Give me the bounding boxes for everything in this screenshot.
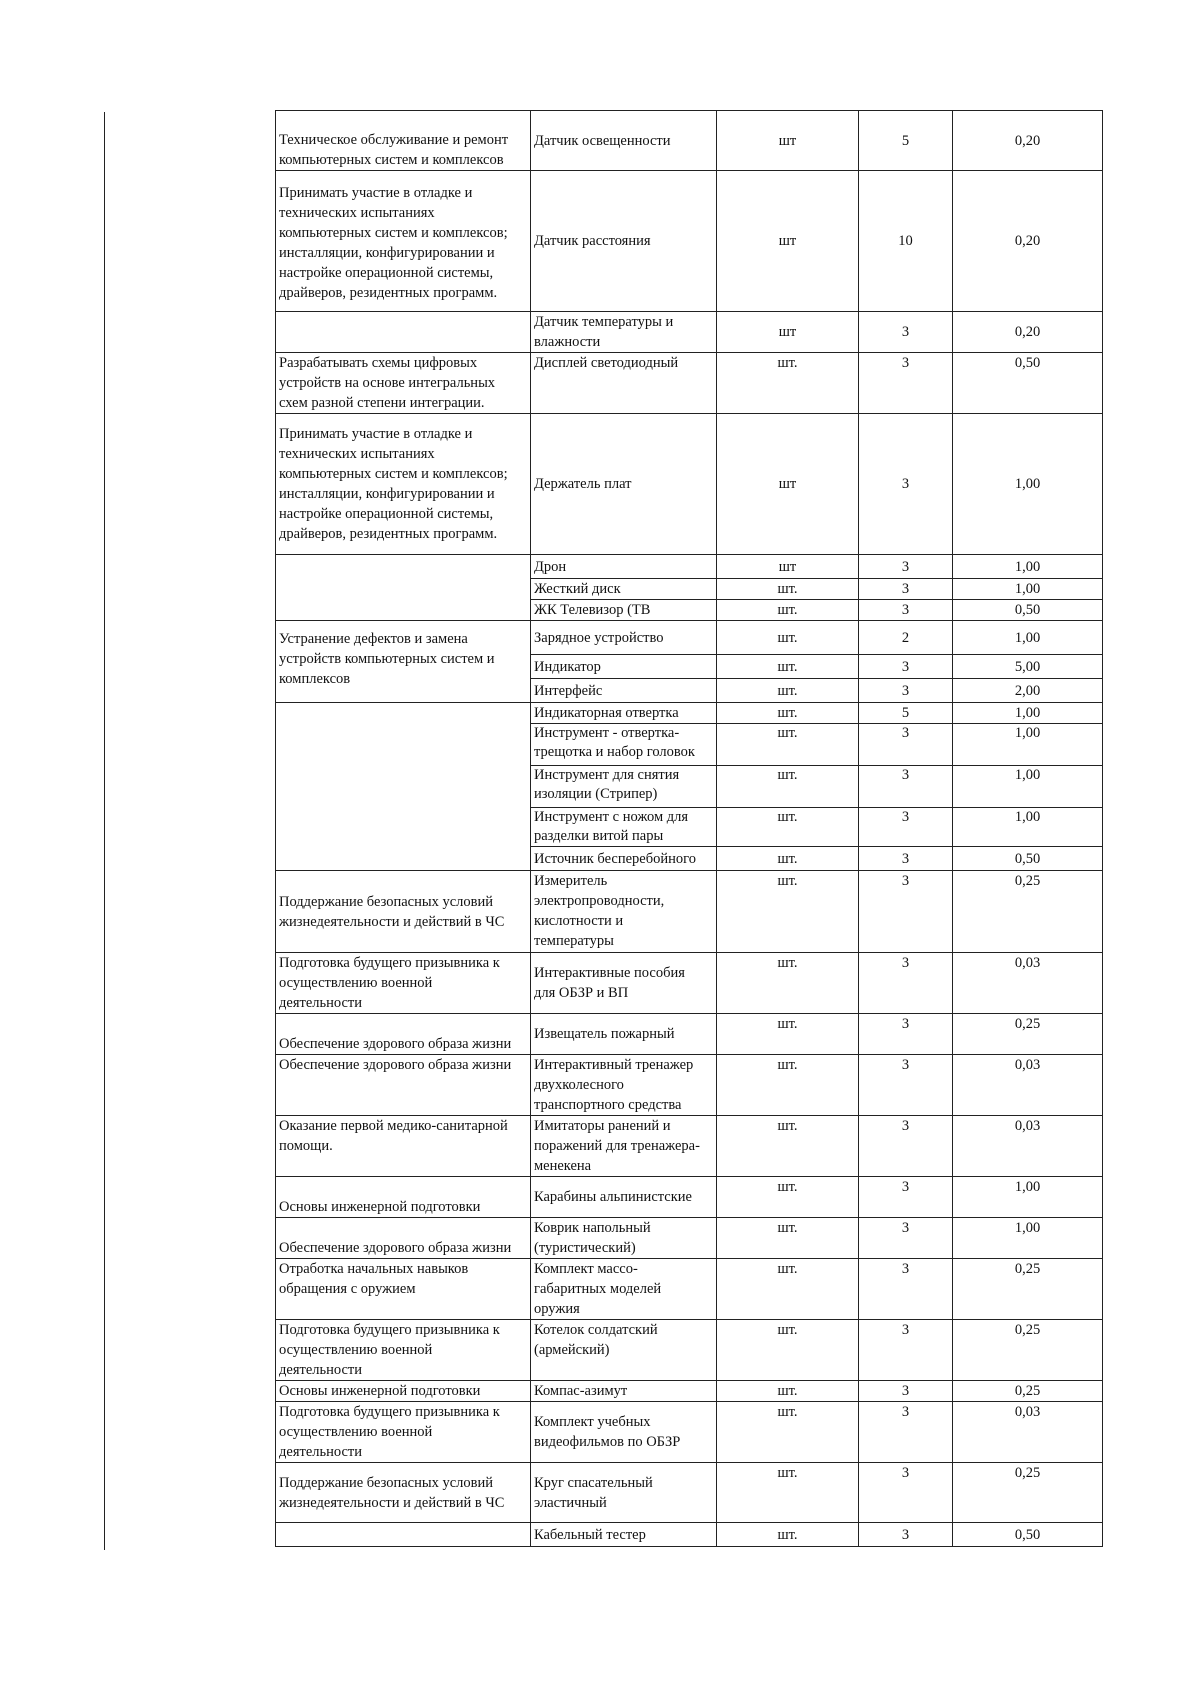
per-student-cell: 0,03 — [953, 1402, 1103, 1463]
per-student-cell: 0,03 — [953, 953, 1103, 1014]
item-name-cell: Котелок солдатский (армейский) — [531, 1320, 717, 1381]
quantity-cell: 3 — [859, 353, 953, 414]
per-student-cell: 0,25 — [953, 1381, 1103, 1402]
unit-cell: шт. — [717, 1218, 859, 1259]
unit-cell: шт — [717, 414, 859, 555]
quantity-cell: 3 — [859, 1116, 953, 1177]
table-row — [276, 555, 1103, 579]
per-student-cell: 1,00 — [953, 808, 1103, 847]
per-student-cell: 0,20 — [953, 171, 1103, 312]
item-name-cell: Индикаторная отвертка — [531, 703, 717, 724]
quantity-cell: 3 — [859, 579, 953, 600]
per-student-cell: 1,00 — [953, 1218, 1103, 1259]
unit-cell: шт. — [717, 1055, 859, 1116]
table-row — [276, 171, 1103, 312]
unit-cell: шт. — [717, 1402, 859, 1463]
item-name-cell: Имитаторы ранений и поражений для тренажера- менекена — [531, 1116, 717, 1177]
item-name-cell: Инструмент для снятия изоляции (Стрипер) — [531, 766, 717, 808]
unit-cell: шт. — [717, 1381, 859, 1402]
quantity-cell: 3 — [859, 871, 953, 953]
unit-cell: шт. — [717, 679, 859, 703]
per-student-cell: 0,20 — [953, 312, 1103, 353]
unit-cell: шт — [717, 171, 859, 312]
per-student-cell: 1,00 — [953, 414, 1103, 555]
left-margin-rule — [104, 112, 105, 1550]
item-name-cell: Круг спасательный эластичный — [531, 1463, 717, 1523]
item-name-cell: Комплект учебных видеофильмов по ОБЗР — [531, 1402, 717, 1463]
unit-cell: шт. — [717, 1177, 859, 1218]
item-name-cell: Инструмент - отвертка- трещотка и набор головок — [531, 724, 717, 766]
item-name-cell: Интерфейс — [531, 679, 717, 703]
competency-cell: Поддержание безопасных условий жизнедеятельности и действий в ЧС — [276, 1463, 531, 1523]
table-row — [276, 1463, 1103, 1523]
per-student-cell: 0,50 — [953, 353, 1103, 414]
unit-cell: шт. — [717, 724, 859, 766]
unit-cell: шт. — [717, 953, 859, 1014]
per-student-cell: 0,50 — [953, 1523, 1103, 1547]
table-row — [276, 703, 1103, 724]
quantity-cell: 3 — [859, 555, 953, 579]
quantity-cell: 5 — [859, 703, 953, 724]
competency-cell — [276, 1523, 531, 1547]
unit-cell: шт. — [717, 847, 859, 871]
item-name-cell: Комплект массо- габаритных моделей оружия — [531, 1259, 717, 1320]
item-name-cell: Датчик расстояния — [531, 171, 717, 312]
item-name-cell: ЖК Телевизор (ТВ — [531, 600, 717, 621]
unit-cell: шт. — [717, 808, 859, 847]
item-name-cell: Интерактивный тренажер двухколесного транспортного средства — [531, 1055, 717, 1116]
competency-cell: Подготовка будущего призывника к осуществлению военной деятельности — [276, 1402, 531, 1463]
item-name-cell: Измеритель электропроводности, кислотности и температуры — [531, 871, 717, 953]
unit-cell: шт. — [717, 600, 859, 621]
per-student-cell: 1,00 — [953, 724, 1103, 766]
competency-cell: Устранение дефектов и замена устройств компьютерных систем и комплексов — [276, 621, 531, 703]
item-name-cell: Интерактивные пособия для ОБЗР и ВП — [531, 953, 717, 1014]
quantity-cell: 3 — [859, 724, 953, 766]
item-name-cell: Инструмент с ножом для разделки витой пары — [531, 808, 717, 847]
unit-cell: шт. — [717, 1116, 859, 1177]
per-student-cell: 0,03 — [953, 1055, 1103, 1116]
competency-cell: Обеспечение здорового образа жизни — [276, 1055, 531, 1116]
item-name-cell: Дисплей светодиодный — [531, 353, 717, 414]
quantity-cell: 2 — [859, 621, 953, 655]
per-student-cell: 1,00 — [953, 766, 1103, 808]
quantity-cell: 5 — [859, 111, 953, 171]
item-name-cell: Кабельный тестер — [531, 1523, 717, 1547]
table-row — [276, 353, 1103, 414]
unit-cell: шт — [717, 312, 859, 353]
table-row — [276, 1218, 1103, 1259]
unit-cell: шт. — [717, 1014, 859, 1055]
quantity-cell: 3 — [859, 1177, 953, 1218]
unit-cell: шт. — [717, 1259, 859, 1320]
item-name-cell: Жесткий диск — [531, 579, 717, 600]
unit-cell: шт. — [717, 579, 859, 600]
per-student-cell: 5,00 — [953, 655, 1103, 679]
table-row — [276, 1320, 1103, 1381]
item-name-cell: Дрон — [531, 555, 717, 579]
per-student-cell: 0,50 — [953, 847, 1103, 871]
competency-cell — [276, 555, 531, 621]
unit-cell: шт. — [717, 766, 859, 808]
quantity-cell: 3 — [859, 1259, 953, 1320]
table-row — [276, 111, 1103, 171]
unit-cell: шт. — [717, 1523, 859, 1547]
item-name-cell: Датчик температуры и влажности — [531, 312, 717, 353]
quantity-cell: 3 — [859, 1055, 953, 1116]
unit-cell: шт. — [717, 1320, 859, 1381]
competency-cell: Принимать участие в отладке и технических испытаниях компьютерных систем и комплексов; инсталляции, конфигурировании и настройке операционной системы, драйверов, резидентных программ. — [276, 171, 531, 312]
unit-cell: шт — [717, 111, 859, 171]
competency-cell: Техническое обслуживание и ремонт компьютерных систем и комплексов — [276, 111, 531, 171]
per-student-cell: 1,00 — [953, 703, 1103, 724]
quantity-cell: 3 — [859, 1523, 953, 1547]
table-row — [276, 871, 1103, 953]
unit-cell: шт. — [717, 871, 859, 953]
item-name-cell: Компас-азимут — [531, 1381, 717, 1402]
quantity-cell: 3 — [859, 414, 953, 555]
table-row — [276, 953, 1103, 1014]
quantity-cell: 3 — [859, 1381, 953, 1402]
per-student-cell: 1,00 — [953, 555, 1103, 579]
per-student-cell: 0,50 — [953, 600, 1103, 621]
competency-cell: Разрабатывать схемы цифровых устройств на основе интегральных схем разной степени интеграции. — [276, 353, 531, 414]
competency-cell: Принимать участие в отладке и технических испытаниях компьютерных систем и комплексов; инсталляции, конфигурировании и настройке операционной системы, драйверов, резидентных программ. — [276, 414, 531, 555]
item-name-cell: Извещатель пожарный — [531, 1014, 717, 1055]
quantity-cell: 3 — [859, 1014, 953, 1055]
quantity-cell: 3 — [859, 953, 953, 1014]
per-student-cell: 2,00 — [953, 679, 1103, 703]
item-name-cell: Зарядное устройство — [531, 621, 717, 655]
competency-cell — [276, 312, 531, 353]
per-student-cell: 1,00 — [953, 1177, 1103, 1218]
table-row — [276, 1055, 1103, 1116]
quantity-cell: 3 — [859, 847, 953, 871]
quantity-cell: 3 — [859, 655, 953, 679]
item-name-cell: Коврик напольный (туристический) — [531, 1218, 717, 1259]
competency-cell: Основы инженерной подготовки — [276, 1381, 531, 1402]
competency-cell — [276, 703, 531, 871]
table-row — [276, 312, 1103, 353]
competency-cell: Оказание первой медико-санитарной помощи. — [276, 1116, 531, 1177]
per-student-cell: 0,25 — [953, 1259, 1103, 1320]
quantity-cell: 3 — [859, 312, 953, 353]
quantity-cell: 3 — [859, 679, 953, 703]
table-row — [276, 1381, 1103, 1402]
competency-cell: Отработка начальных навыков обращения с оружием — [276, 1259, 531, 1320]
table-row — [276, 1014, 1103, 1055]
competency-cell: Основы инженерной подготовки — [276, 1177, 531, 1218]
competency-cell: Обеспечение здорового образа жизни — [276, 1218, 531, 1259]
per-student-cell: 0,25 — [953, 871, 1103, 953]
unit-cell: шт. — [717, 703, 859, 724]
equipment-table — [275, 110, 1103, 1547]
per-student-cell: 0,03 — [953, 1116, 1103, 1177]
item-name-cell: Индикатор — [531, 655, 717, 679]
unit-cell: шт. — [717, 655, 859, 679]
table-row — [276, 621, 1103, 655]
unit-cell: шт. — [717, 1463, 859, 1523]
competency-cell: Обеспечение здорового образа жизни — [276, 1014, 531, 1055]
quantity-cell: 3 — [859, 600, 953, 621]
quantity-cell: 3 — [859, 766, 953, 808]
item-name-cell: Источник бесперебойного — [531, 847, 717, 871]
unit-cell: шт. — [717, 353, 859, 414]
per-student-cell: 0,25 — [953, 1463, 1103, 1523]
unit-cell: шт. — [717, 621, 859, 655]
item-name-cell: Датчик освещенности — [531, 111, 717, 171]
item-name-cell: Держатель плат — [531, 414, 717, 555]
table-row — [276, 1523, 1103, 1547]
quantity-cell: 3 — [859, 1320, 953, 1381]
table-row — [276, 1259, 1103, 1320]
table-row — [276, 414, 1103, 555]
quantity-cell: 3 — [859, 808, 953, 847]
per-student-cell: 0,25 — [953, 1014, 1103, 1055]
item-name-cell: Карабины альпинистские — [531, 1177, 717, 1218]
quantity-cell: 10 — [859, 171, 953, 312]
quantity-cell: 3 — [859, 1218, 953, 1259]
per-student-cell: 0,20 — [953, 111, 1103, 171]
quantity-cell: 3 — [859, 1463, 953, 1523]
quantity-cell: 3 — [859, 1402, 953, 1463]
unit-cell: шт — [717, 555, 859, 579]
per-student-cell: 1,00 — [953, 621, 1103, 655]
per-student-cell: 0,25 — [953, 1320, 1103, 1381]
table-row — [276, 1116, 1103, 1177]
competency-cell: Подготовка будущего призывника к осуществлению военной деятельности — [276, 953, 531, 1014]
competency-cell: Подготовка будущего призывника к осуществлению военной деятельности — [276, 1320, 531, 1381]
competency-cell: Поддержание безопасных условий жизнедеятельности и действий в ЧС — [276, 871, 531, 953]
table-row — [276, 1177, 1103, 1218]
per-student-cell: 1,00 — [953, 579, 1103, 600]
table-row — [276, 1402, 1103, 1463]
